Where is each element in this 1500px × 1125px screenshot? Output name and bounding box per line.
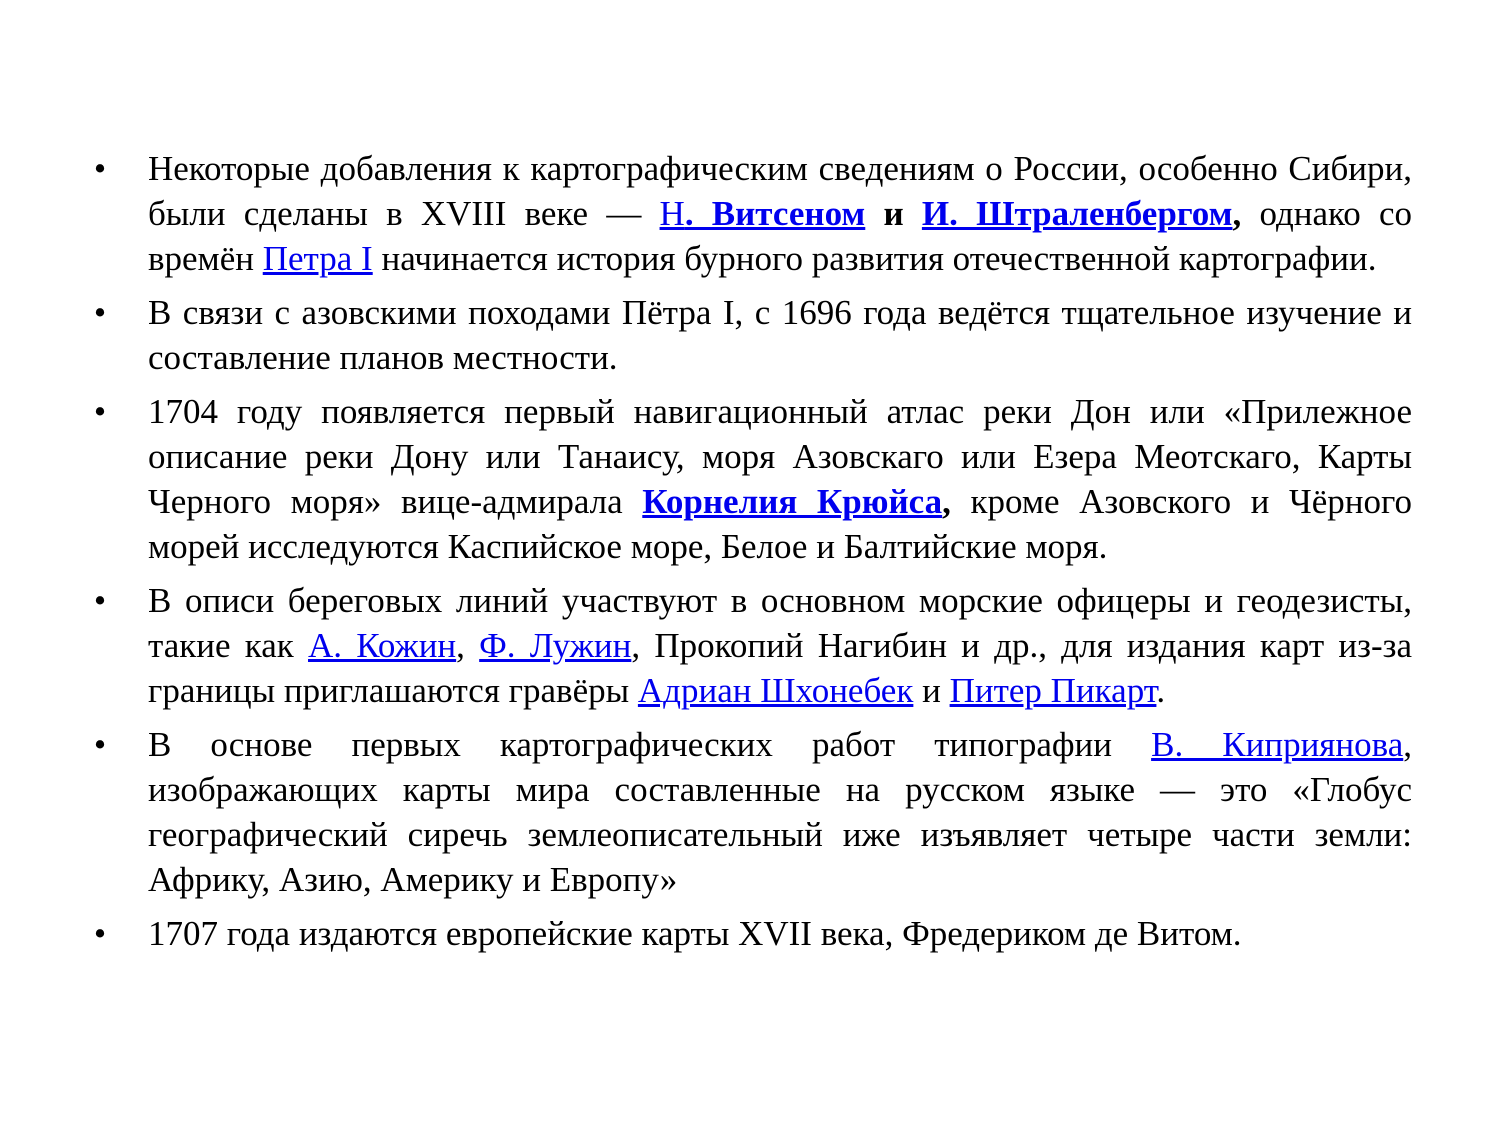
link-vitsen[interactable]: . Витсеном: [684, 194, 866, 233]
item-text: ,: [456, 626, 480, 665]
link-picart[interactable]: Питер Пикарт: [949, 671, 1157, 710]
list-item: [88, 146, 1412, 281]
bullet-list: [88, 146, 1412, 956]
item-text: В связи с азовскими походами Пётра I, с 1696 года ведётся тщательное изучение и составление планов местности.: [148, 293, 1412, 377]
item-text: В описи береговых линий участвуют в основном морские офицеры и геодезисты, такие как: [148, 581, 1412, 665]
item-text: Некоторые добавления к картографическим сведениям о России, особенно Сибири, были сделаны в XVIII веке —: [148, 149, 1412, 233]
item-text: ,: [942, 482, 951, 521]
item-text: .: [1156, 671, 1166, 710]
bullet-icon: •: [93, 725, 107, 764]
item-text: , изображающих карты мира составленные на русском языке — это «Глобус географический сиречь землеописательный иже изъявляет четыре части земли: Африку, Азию, Америку и Европу»: [148, 725, 1412, 899]
item-text: и: [913, 671, 950, 710]
item-text: 1704 году появляется первый навигационный атлас реки Дон или «Прилежное описание реки Дону или Танаису, моря Азовскаго или Езера Меотскаго, Карты Черного моря» вице-адмирала: [148, 392, 1412, 521]
item-text: однако со времён: [148, 194, 1413, 278]
item-text: кроме Азовского и Чёрного морей исследуются Каспийское море, Белое и Балтийские моря.: [148, 482, 1412, 566]
bullet-icon: •: [93, 581, 107, 620]
bullet-icon: •: [93, 293, 107, 332]
bullet-icon: •: [93, 914, 107, 953]
item-text: , Прокопий Нагибин и др., для издания карт из-за границы приглашаются гравёры: [148, 626, 1412, 710]
item-text: ,: [1232, 194, 1260, 233]
item-text: начинается история бурного развития отечественной картографии.: [372, 239, 1377, 278]
list-item: [88, 389, 1412, 569]
link-kipriyanov[interactable]: В. Киприянова: [1151, 725, 1404, 764]
link-strahlenberg[interactable]: И. Штраленбергом: [921, 194, 1233, 233]
item-text: 1707 года издаются европейские карты XVII века, Фредериком де Витом.: [148, 914, 1242, 953]
bullet-icon: •: [93, 149, 107, 188]
list-item: [88, 290, 1412, 380]
item-text: В основе первых картографических работ типографии: [148, 725, 1152, 764]
link-luzhin[interactable]: Ф. Лужин: [479, 626, 632, 665]
link-cornelius-cruys[interactable]: Корнелия Крюйса: [642, 482, 943, 521]
list-item: [88, 578, 1412, 713]
link-schoonebeek[interactable]: Адриан Шхонебек: [637, 671, 914, 710]
list-item: [88, 911, 1412, 956]
list-item: [88, 722, 1412, 902]
bullet-icon: •: [93, 392, 107, 431]
link-vitsen-initial[interactable]: Н: [659, 194, 685, 233]
link-kozhin[interactable]: А. Кожин: [308, 626, 457, 665]
link-peter-i[interactable]: Петра I: [262, 239, 373, 278]
item-text: и: [865, 194, 922, 233]
